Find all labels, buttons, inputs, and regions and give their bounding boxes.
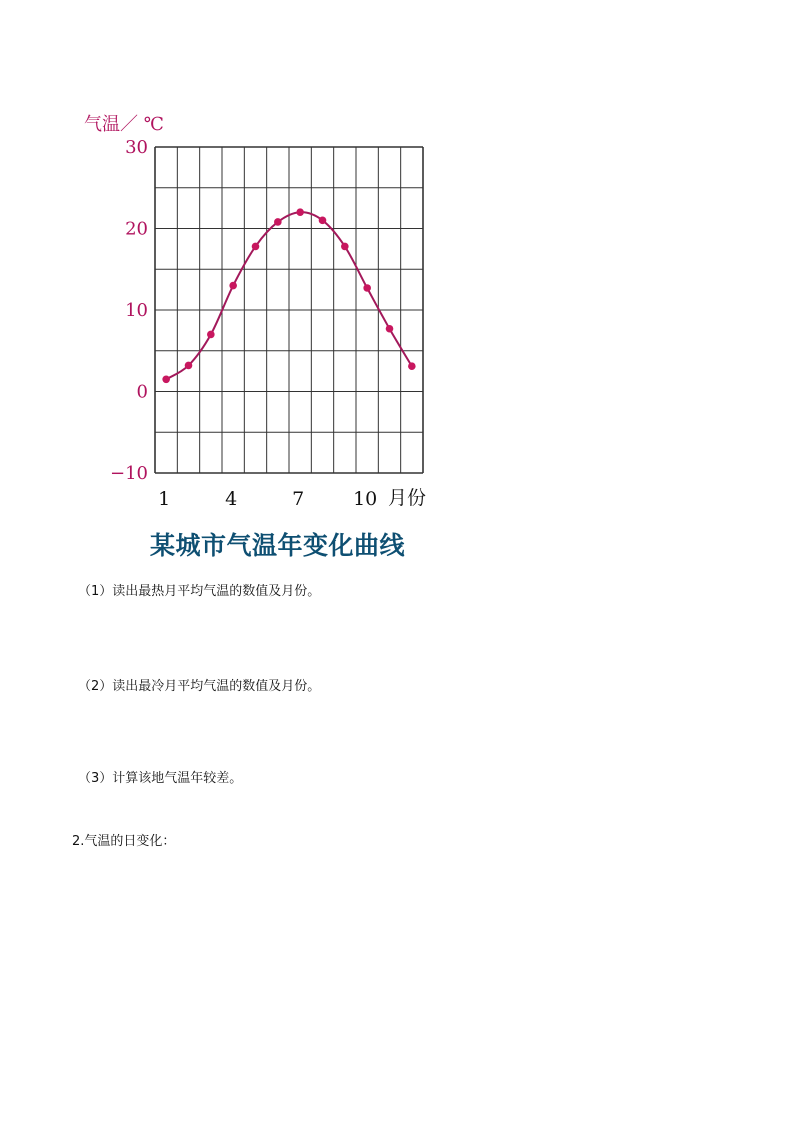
data-point: [319, 217, 327, 225]
temperature-chart: [72, 100, 452, 520]
data-point: [296, 208, 304, 216]
chart-title: 某城市气温年变化曲线: [150, 531, 406, 560]
data-point: [408, 362, 416, 370]
x-tick-label: 4: [225, 488, 238, 510]
data-point: [363, 284, 371, 292]
data-point: [386, 325, 394, 333]
question-3: （3）计算该地气温年较差。: [78, 771, 243, 786]
data-point: [252, 243, 260, 251]
section-daily-temperature: 2.气温的日变化：: [72, 834, 176, 849]
data-point: [229, 282, 237, 290]
y-axis-label: 气温／ ℃: [84, 114, 164, 135]
x-tick-label: 7: [292, 488, 305, 510]
y-tick-label: 0: [136, 381, 148, 403]
data-point: [162, 375, 170, 383]
y-tick-label: 30: [125, 137, 148, 158]
data-point: [185, 362, 193, 370]
data-point: [207, 331, 215, 339]
x-axis-label: 月份: [388, 487, 427, 509]
data-point: [341, 243, 349, 251]
question-2: （2）读出最冷月平均气温的数值及月份。: [78, 679, 321, 694]
chart-svg: [72, 100, 452, 520]
y-tick-label: −10: [110, 463, 148, 484]
x-tick-label: 10: [353, 488, 378, 510]
y-tick-label: 20: [125, 218, 148, 240]
y-tick-label: 10: [125, 300, 148, 321]
x-tick-label: 1: [158, 488, 171, 510]
question-1: （1）读出最热月平均气温的数值及月份。: [78, 584, 321, 599]
data-point: [274, 218, 282, 226]
